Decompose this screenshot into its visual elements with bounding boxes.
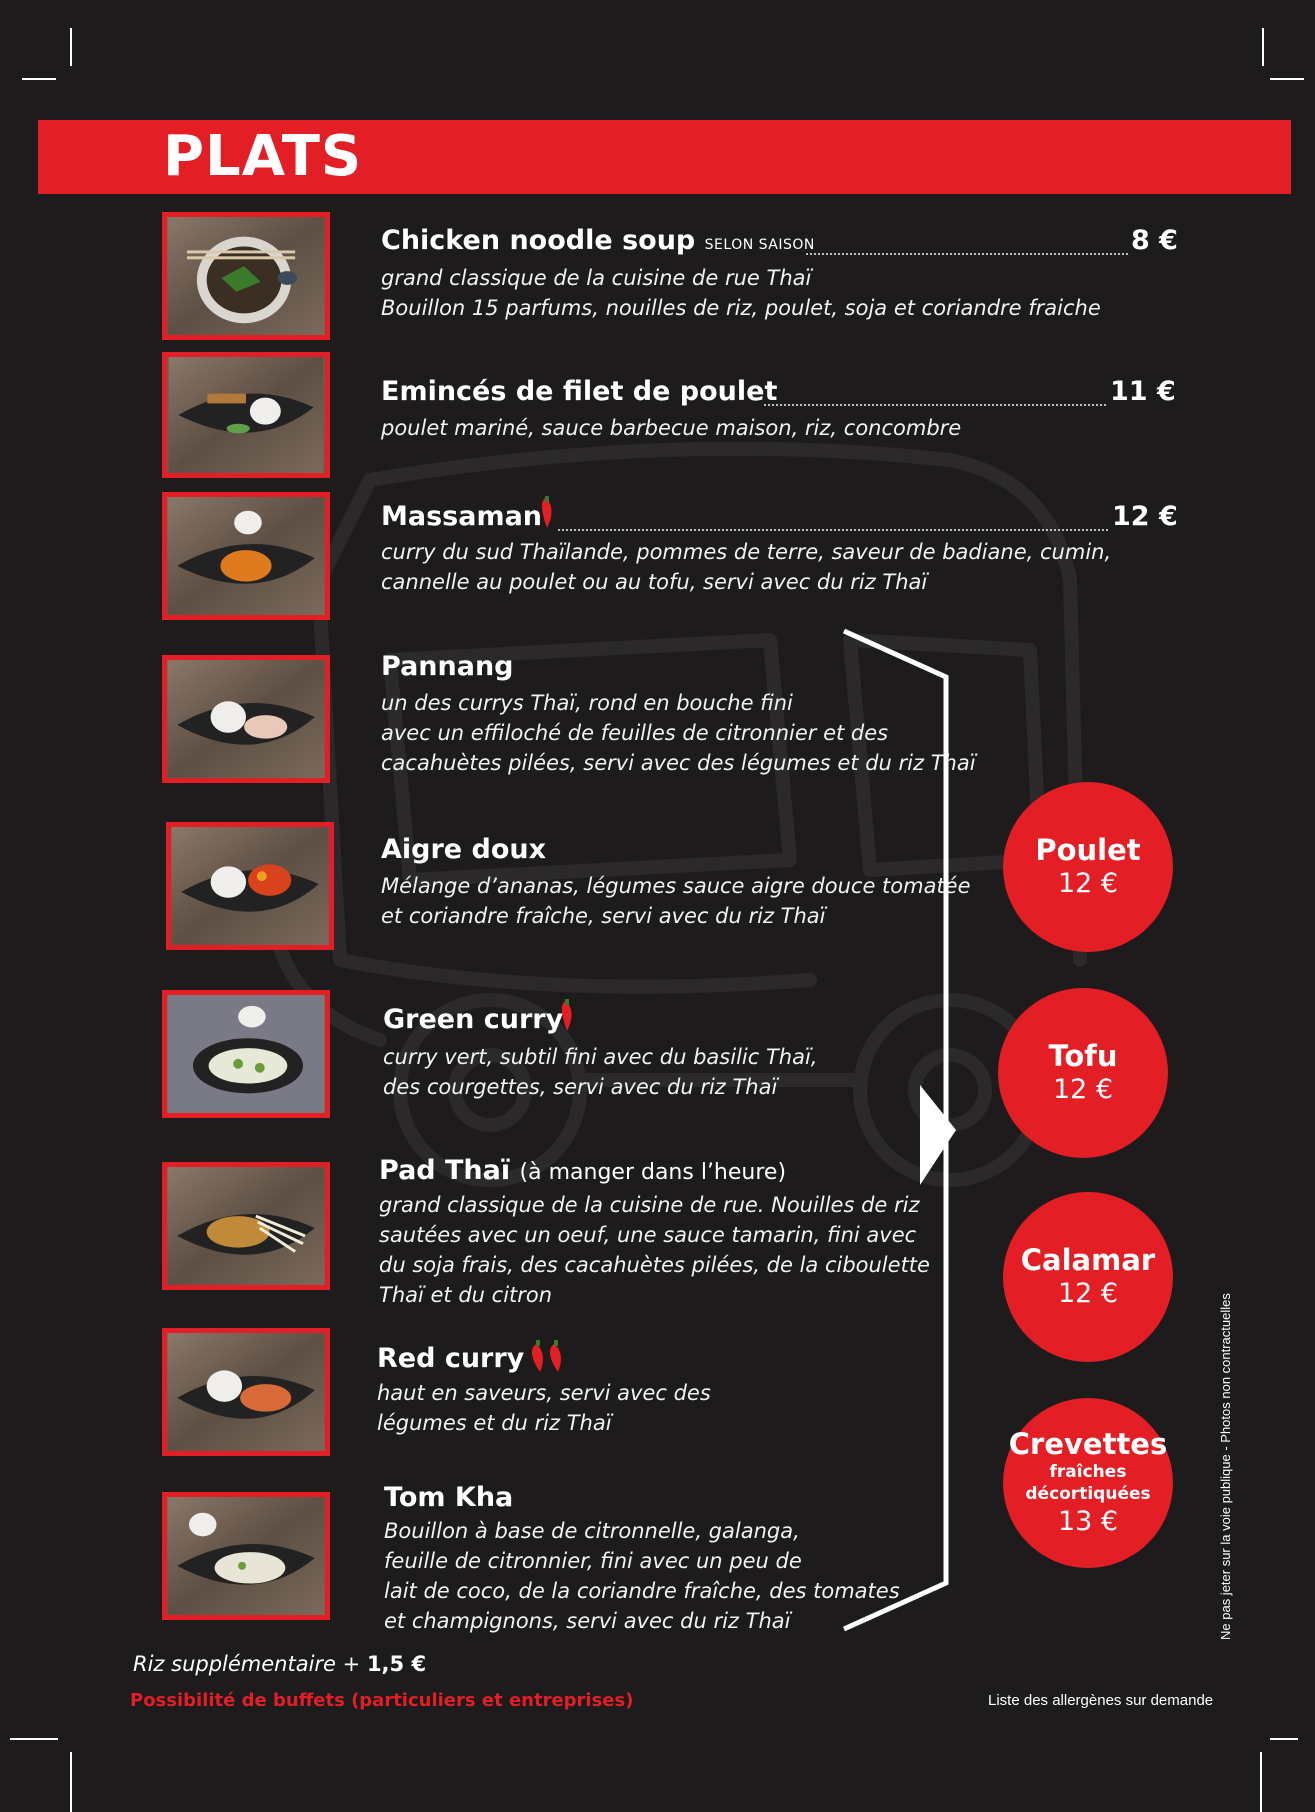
dish-description: haut en saveurs, servi avec des légumes et du riz Thaï [377,1381,711,1435]
crop-mark [1262,28,1264,66]
grouping-bracket [840,625,960,1635]
dish-photo [162,212,330,340]
dish-photo [162,1328,330,1456]
dish-photo [162,492,330,620]
crop-mark [70,1752,72,1812]
option-badge-crevettes: Crevettes fraîches décortiquées 13 € [1003,1398,1173,1568]
dish-description: poulet mariné, sauce barbecue maison, riz, concombre [381,416,962,440]
chili-icon [557,999,577,1035]
dish-name: Tom Kha [384,1482,514,1513]
dish-description: curry vert, subtil fini avec du basilic Thaï, des courgettes, servi avec du riz Thaï [383,1045,818,1099]
dish-description: Mélange d’ananas, légumes sauce aigre douce tomatée et coriandre fraîche, servi avec du riz Thaï [381,874,971,928]
dish-name: Chicken noodle soup SELON SAISON [381,225,815,256]
crop-mark [1270,1738,1298,1740]
header-banner [38,120,1291,194]
dish-name: Green curry [383,1004,564,1035]
dish-description: grand classique de la cuisine de rue. Nouilles de riz sautées avec un oeuf, une sauce tamarin, fini avec du soja frais, des cacahuètes pilées, de la ciboulette Thaï et du citron [379,1193,930,1307]
crop-mark [1260,1752,1262,1812]
dish-note: (à manger dans l’heure) [519,1160,787,1185]
dish-name: Massaman [381,501,543,532]
dish-photo [162,655,330,783]
crop-mark [22,78,56,80]
chili-icon [537,496,557,532]
dish-price: 12 € [1112,501,1178,532]
chili-icon [528,1340,568,1376]
dish-name: Pannang [381,651,514,682]
dish-price: 8 € [1131,225,1178,256]
dish-description: grand classique de la cuisine de rue Thaï Bouillon 15 parfums, nouilles de riz, poulet, soja et coriandre fraiche [381,266,1101,320]
dish-description: un des currys Thaï, rond en bouche fini avec un effiloché de feuilles de citronnier et des cacahuètes pilées, servi avec des légumes et du riz Thaï [381,691,976,775]
price-leader [764,404,1106,406]
crop-mark [70,28,72,66]
dish-tag: SELON SAISON [704,237,815,253]
dish-name: Pad Thaï (à manger dans l’heure) [379,1155,787,1186]
dish-name: Red curry [377,1343,525,1374]
price-leader [558,529,1108,531]
dish-photo [162,1492,330,1620]
dish-photo [162,1162,330,1290]
crop-mark [1270,78,1304,80]
dish-price: 11 € [1110,376,1176,407]
dish-photo [162,352,330,478]
extra-rice: Riz supplémentaire + 1,5 € [133,1652,427,1676]
dish-name: Aigre doux [381,834,547,865]
buffet-note: Possibilité de buffets (particuliers et entreprises) [130,1690,634,1711]
dish-description: Bouillon à base de citronnelle, galanga, feuille de citronnier, fini avec un peu de lait de coco, de la coriandre fraîche, des tomates et champignons, servi avec du riz Thaï [384,1519,900,1633]
price-leader [806,253,1128,255]
dish-photo [166,822,334,950]
dish-name: Emincés de filet de poulet [381,376,778,407]
option-badge-calamar: Calamar 12 € [1003,1192,1173,1362]
page-title: PLATS [163,124,363,189]
option-badge-poulet: Poulet 12 € [1003,782,1173,952]
crop-mark [10,1738,58,1740]
option-badge-tofu: Tofu 12 € [998,988,1168,1158]
allergen-note: Liste des allergènes sur demande [988,1692,1214,1709]
legal-note: Ne pas jeter sur la voie publique - Photos non contractuelles [1218,1293,1233,1640]
dish-photo [162,990,330,1118]
dish-description: curry du sud Thaïlande, pommes de terre, saveur de badiane, cumin, cannelle au poulet ou au tofu, servi avec du riz Thaï [381,540,1112,594]
